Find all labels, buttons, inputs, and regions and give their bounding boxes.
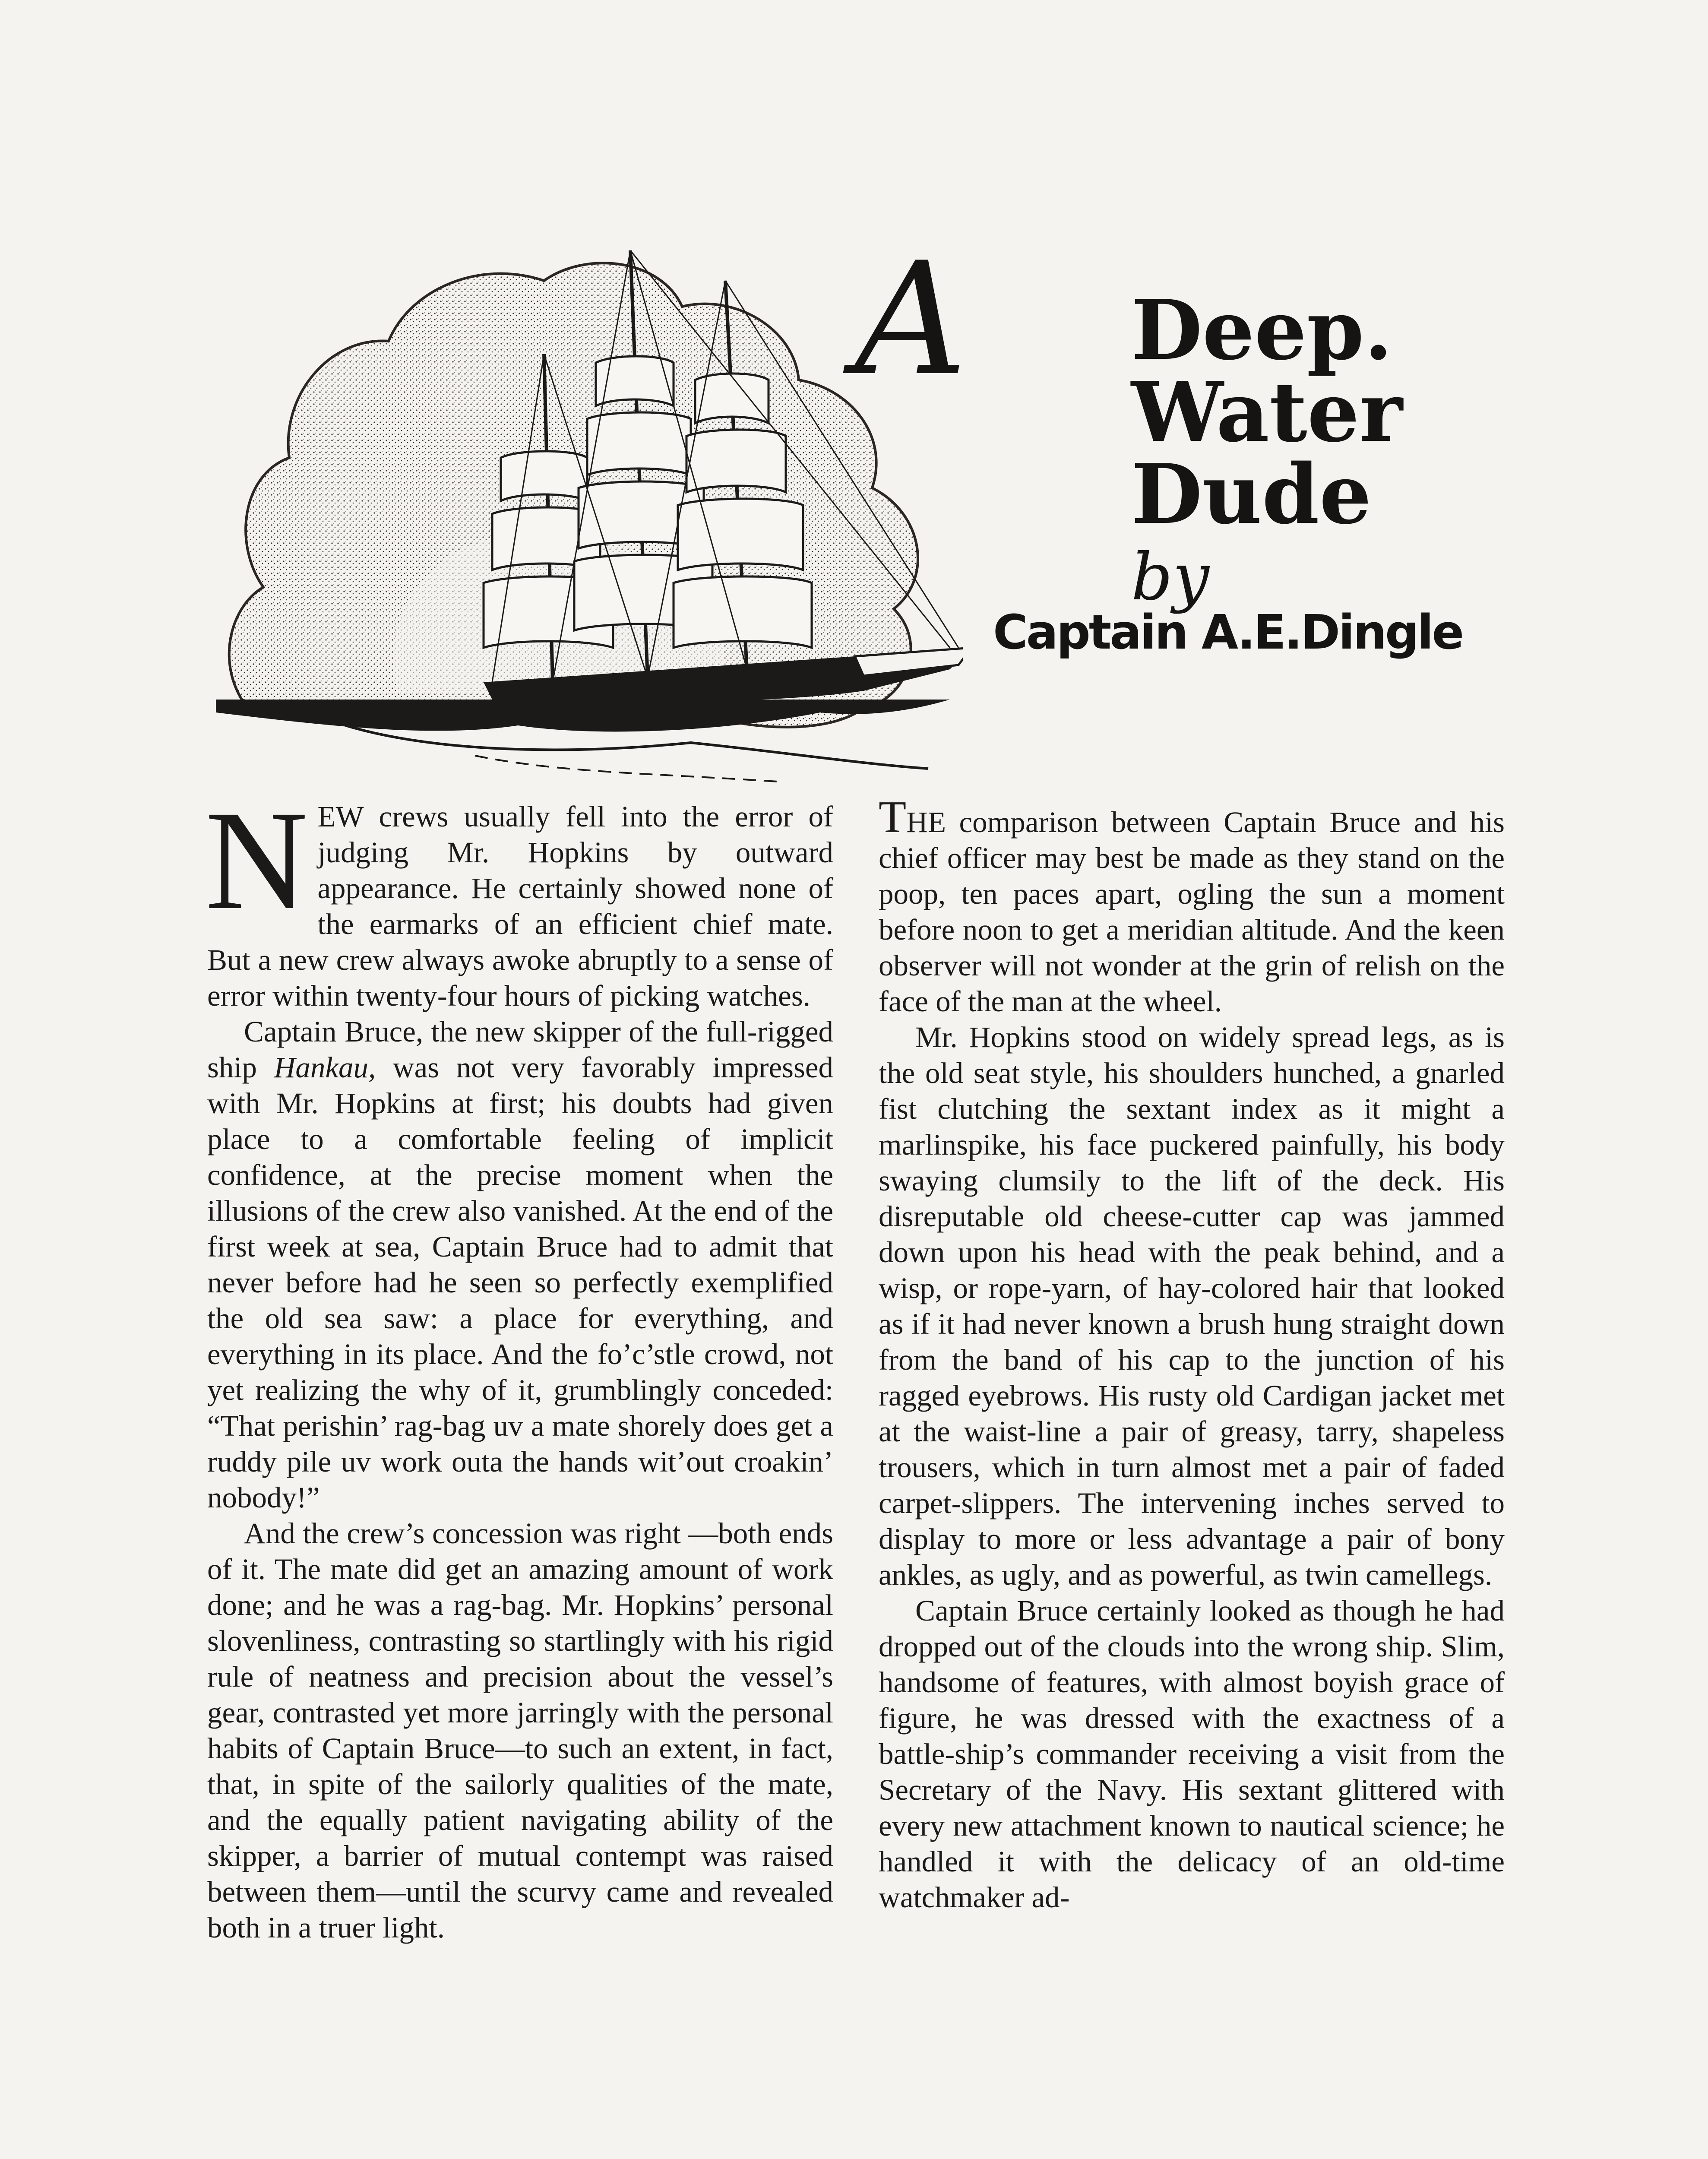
paragraph [207, 1014, 833, 1516]
title-line-1: Deep. [1131, 282, 1393, 378]
paragraph: Captain Bruce certainly looked as though he had dropped out of the clouds into the wrong ship. Slim, handsome of features, with almost boyish grace of figure, he was dressed with the exactness of a battle-ship’s commander receiving a visit from the Secretary of the Navy. His sextant glittered with every new attachment known to nautical science; he handled it with the delicacy of an old-time watchmaker ad- [879, 1594, 1505, 1914]
text-column-right [879, 791, 1505, 1915]
ship-illustration [216, 233, 963, 790]
paragraph: THE comparison between Captain Bruce and his chief officer may best be made as they stand on the poop, ten paces apart, ogling the sun a moment before noon to get a meridian altitude. And the keen observer will not wonder at the grin of relish on the face of the man at the wheel. [879, 791, 1505, 1018]
paragraph-text: Captain Bruce, the new skipper of the full-rigged ship [207, 1015, 833, 1084]
title-initial: A [855, 229, 967, 410]
paragraph [205, 782, 833, 1014]
title-block [855, 229, 1502, 717]
paragraph: Mr. Hopkins stood on widely spread legs, as is the old seat style, his shoulders hunched, a gnarled fist clutching the sextant index as it might a marlinspike, his face puckered painfully, his body swaying clumsily to the lift of the deck. His disreputable old cheese-cutter cap was jammed down upon his head with the peak behind, and a wisp, or rope-yarn, of hay-colored hair that looked as if it had never known a brush hung straight down from the band of his cap to the junction of his ragged eyebrows. His rusty old Cardigan jacket met at the waist-line a pair of greasy, tarry, shapeless trousers, which in turn almost met a pair of faded carpet-slippers. The intervening inches served to display to more or less advantage a pair of bony ankles, as ugly, and as powerful, as twin camellegs. [879, 1021, 1505, 1591]
paragraph-text: EW crews usually fell into the error of judging Mr. Hopkins by outward appearance. He certainly showed none of the earmarks of an efficient chief mate. But a new crew always awoke abruptly to a sense of error within twenty-four hours of picking watches. [207, 800, 833, 1012]
byline-by: by [1131, 540, 1209, 615]
paragraph: And the crew’s concession was right —both ends of it. The mate did get an amazing amount of work done; and he was a rag-bag. Mr. Hopkins’ personal slovenliness, contrasting so startlingly with his rigid rule of neatness and precision about the vessel’s gear, contrasted yet more jarringly with the personal habits of Captain Bruce—to such an extent, in fact, that, in spite of the sailorly qualities of the mate, and the equally patient navigating ability of the skipper, a barrier of mutual contempt was raised between them—until the scurvy came and revealed both in a truer light. [207, 1517, 833, 1944]
title-line-2: Water [1131, 364, 1403, 460]
drop-cap: N [205, 782, 308, 939]
paragraph-text: was not very favorably impressed with Mr. Hopkins at first; his doubts had given place to a comfortable feeling of implicit confidence, at the precise moment when the illusions of the crew also vanished. At the end of the first week at sea, Captain Bruce had to admit that never before had he seen so perfectly exemplified the old sea saw: a place for everything, and everything in its place. And the fo’c’stle crowd, not yet realizing the why of it, grumblingly conceded: “That perishin’ rag-bag uv a mate shorely does get a ruddy pile uv work outa the hands wit’out croakin’ nobody!” [207, 1051, 833, 1514]
text-column-left [205, 782, 833, 1946]
ship-name: Hankau, [274, 1051, 376, 1084]
title-line-3: Dude [1131, 446, 1372, 542]
author-name: Captain A.E.Dingle [993, 605, 1463, 660]
